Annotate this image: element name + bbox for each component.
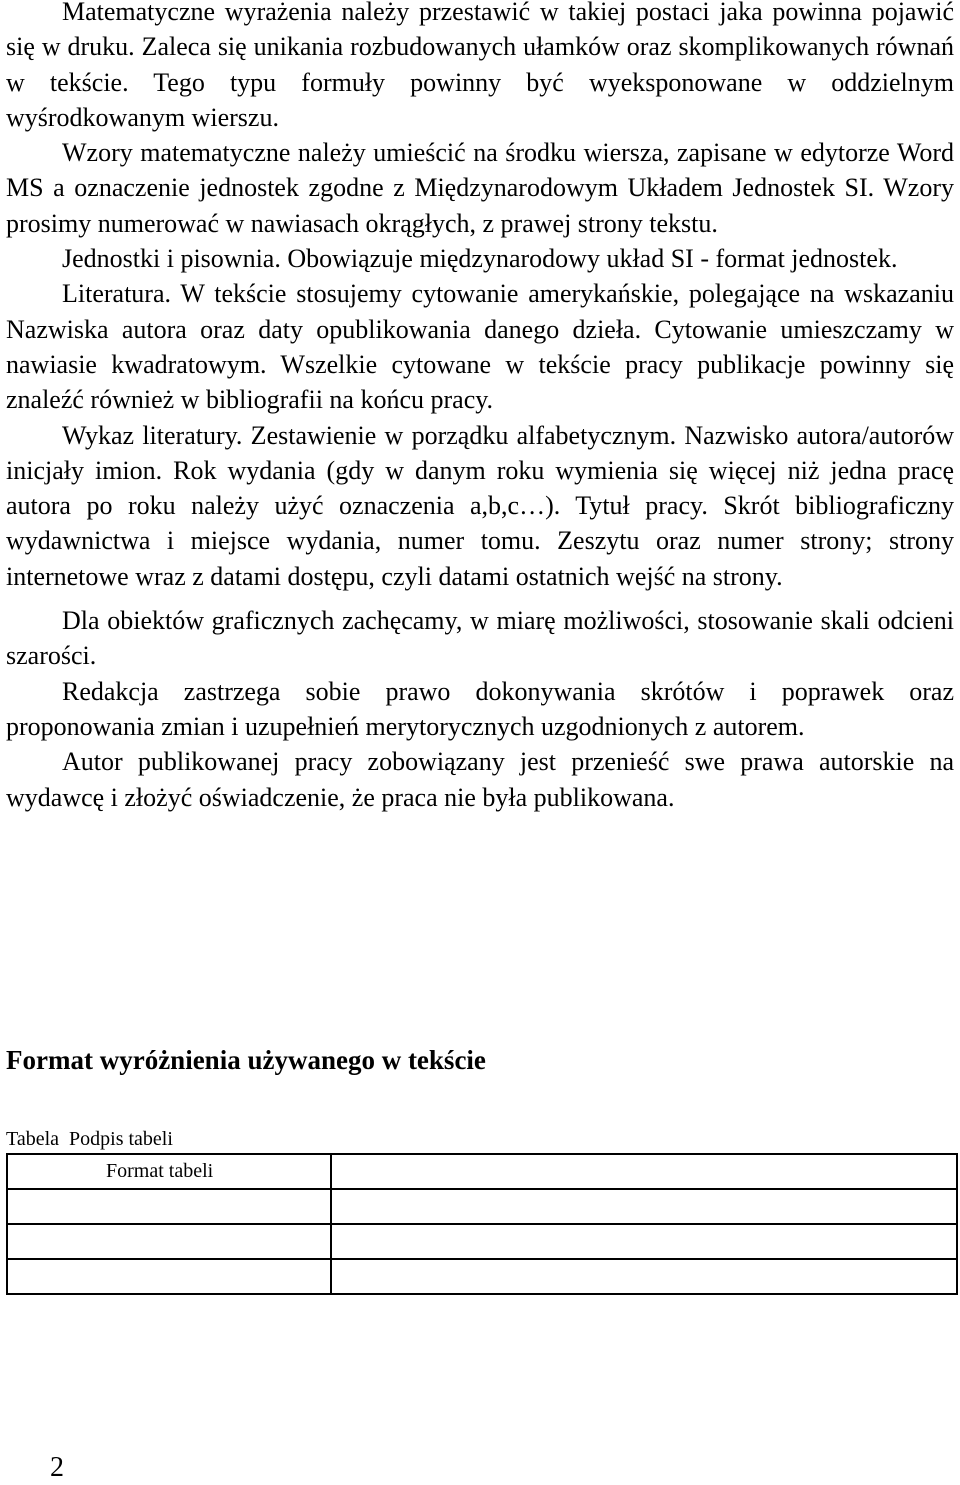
paragraph-formulas: Wzory matematyczne należy umieścić na środku wiersza, zapisane w edytorze Word MS a oznaczenie jednostek zgodne z Międzynarodowym Układem Jednostek SI. Wzory prosimy numerować w nawiasach okrągłych, z prawej strony tekstu. bbox=[6, 138, 954, 238]
table-caption-text: Podpis tabeli bbox=[69, 1128, 173, 1150]
table-cell bbox=[7, 1259, 331, 1294]
table-caption bbox=[6, 1127, 183, 1151]
table-header-row bbox=[7, 1154, 957, 1189]
paragraph-graphics: Dla obiektów graficznych zachęcamy, w miarę możliwości, stosowanie skali odcieni szarości. bbox=[6, 606, 954, 671]
table-row bbox=[7, 1259, 957, 1294]
table-cell bbox=[7, 1189, 331, 1224]
paragraph-editorial: Redakcja zastrzega sobie prawo dokonywania skrótów i poprawek oraz proponowania zmian i uzupełnień merytorycznych uzgodnionych z autorem. bbox=[6, 676, 954, 741]
paragraph-bibliography: Wykaz literatury. Zestawienie w porządku alfabetycznym. Nazwisko autora/autorów inicjały imion. Rok wydania (gdy w danym roku wymienia się więcej niż jedna pracę autora po roku należy użyć oznaczenia a,b,c…). Tytuł pracy. Skrót bibliograficzny wydawnictwa i miejsce wydania, numer tomu. Zeszytu oraz numer strony; strony internetowe wraz z datami dostępu, czyli datami ostatnich wejść na strony. bbox=[6, 420, 954, 591]
table-row bbox=[7, 1224, 957, 1259]
paragraph-copyright: Autor publikowanej pracy zobowiązany jest przenieść swe prawa autorskie na wydawcę i złożyć oświadczenie, że praca nie była publikowana. bbox=[6, 747, 954, 812]
table-cell bbox=[7, 1224, 331, 1259]
paragraph-units: Jednostki i pisownia. Obowiązuje międzynarodowy układ SI - format jednostek. bbox=[62, 244, 898, 274]
body-text bbox=[6, 0, 954, 815]
paragraph-literature: Literatura. W tekście stosujemy cytowanie amerykańskie, polegające na wskazaniu Nazwiska autora oraz daty opublikowania danego dzieła. Cytowanie umieszczamy w nawiasie kwadratowym. Wszelkie cytowane w tekście pracy publikacje powinny się znaleźć również w bibliografii na końcu pracy. bbox=[6, 279, 954, 415]
table-row bbox=[7, 1189, 957, 1224]
page-number: 2 bbox=[50, 1452, 64, 1483]
table-cell bbox=[331, 1189, 957, 1224]
table-caption-label: Tabela bbox=[6, 1128, 60, 1150]
table-cell bbox=[331, 1154, 957, 1189]
table-header-cell: Format tabeli bbox=[7, 1154, 331, 1189]
table-cell bbox=[331, 1259, 957, 1294]
section-heading: Format wyróżnienia używanego w tekście bbox=[6, 1045, 486, 1075]
format-table bbox=[6, 1153, 958, 1295]
paragraph-math-expressions: Matematyczne wyrażenia należy przestawić w takiej postaci jaka powinna pojawić się w druku. Zaleca się unikania rozbudowanych ułamków oraz skomplikowanych równań w tekście. Tego typu formuły powinny być wyeksponowane w oddzielnym wyśrodkowanym wierszu. bbox=[6, 0, 954, 132]
table-cell bbox=[331, 1224, 957, 1259]
